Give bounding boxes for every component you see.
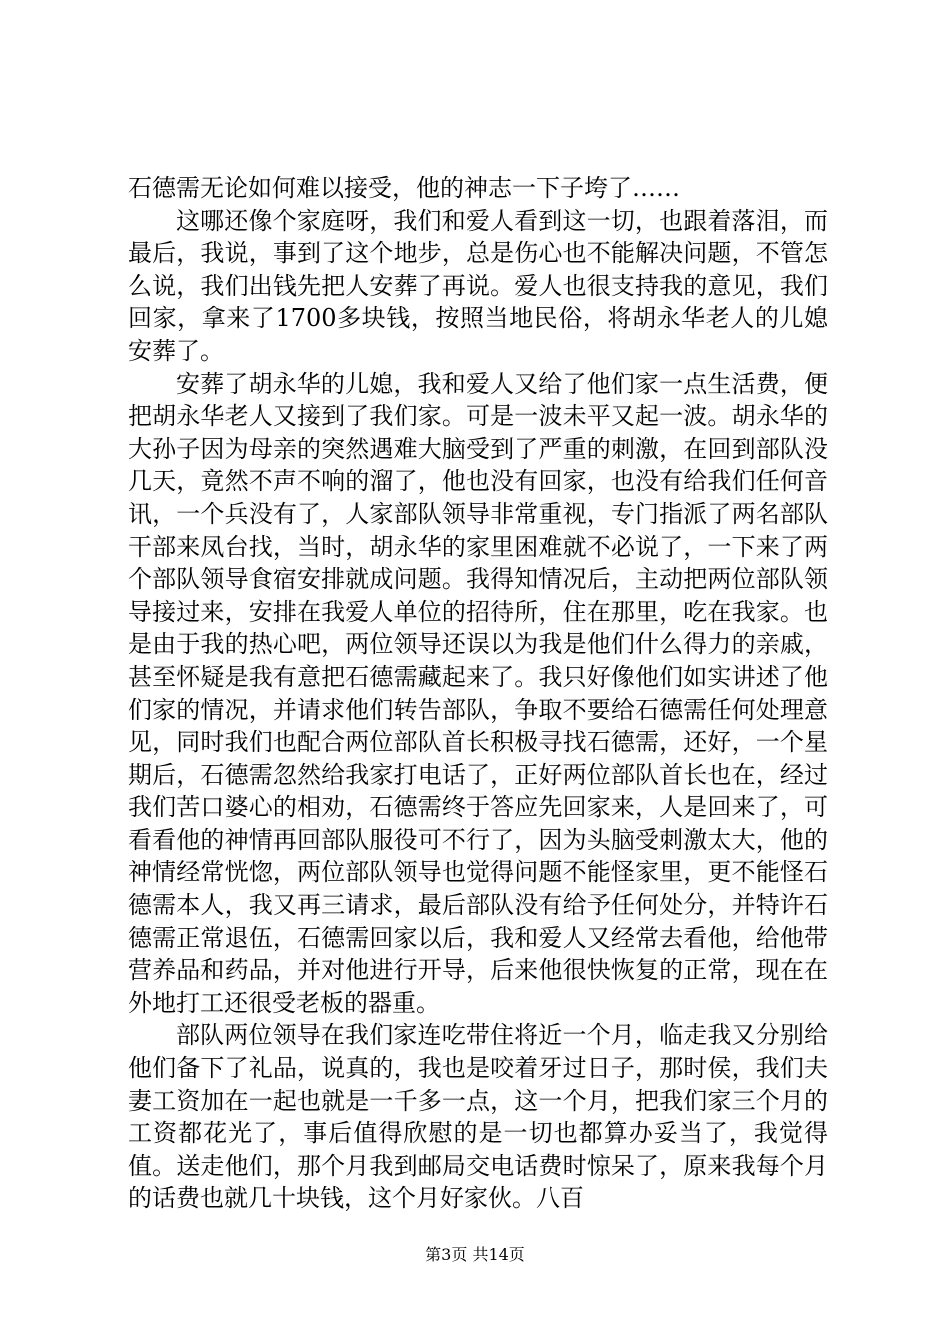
document-body [128, 172, 828, 1215]
paragraph-4: 部队两位领导在我们家连吃带住将近一个月，临走我又分别给他们备下了礼品，说真的，我也是咬着牙过日子，那时侯，我们夫妻工资加在一起也就是一千多一点，这一个月，把我们家三个月的工资都花光了，事后值得欣慰的是一切也都算办妥当了，我觉得值。送走他们，那个月我到邮局交电话费时惊呆了，原来我每个月的话费也就几十块钱，这个月好家伙。八百 [128, 1021, 828, 1213]
paragraph-2: 这哪还像个家庭呀，我们和爱人看到这一切，也跟着落泪，而最后，我说，事到了这个地步，总是伤心也不能解决问题，不管怎么说，我们出钱先把人安葬了再说。爱人也很支持我的意见，我们回家，拿来了1700多块钱，按照当地民俗，将胡永华老人的儿媳安葬了。 [128, 206, 828, 365]
page-number-footer: 第3页 共14页 [425, 1245, 525, 1264]
paragraph-1: 石德需无论如何难以接受，他的神志一下子垮了…… [128, 174, 680, 202]
paragraph-3: 安葬了胡永华的儿媳，我和爱人又给了他们家一点生活费，便把胡永华老人又接到了我们家。可是一波未平又起一波。胡永华的大孙子因为母亲的突然遇难大脑受到了严重的刺激，在回到部队没几天，竟然不声不响的溜了，他也没有回家，也没有给我们任何音讯，一个兵没有了，人家部队领导非常重视，专门指派了两名部队干部来凤台找，当时，胡永华的家里困难就不必说了，一下来了两个部队领导食宿安排就成问题。我得知情况后，主动把两位部队领导接过来，安排在我爱人单位的招待所，住在那里，吃在我家。也是由于我的热心吧，两位领导还误以为我是他们什么得力的亲戚，甚至怀疑是我有意把石德需藏起来了。我只好像他们如实讲述了他们家的情况，并请求他们转告部队，争取不要给石德需任何处理意见，同时我们也配合两位部队首长积极寻找石德需，还好，一个星期后，石德需忽然给我家打电话了，正好两位部队首长也在，经过我们苦口婆心的相劝，石德需终于答应先回家来，人是回来了，可看看他的神情再回部队服役可不行了，因为头脑受刺激太大，他的神情经常恍惚，两位部队领导也觉得问题不能怪家里，更不能怪石德需本人，我又再三请求，最后部队没有给予任何处分，并特许石德需正常退伍，石德需回家以后，我和爱人又经常去看他，给他带营养品和药品，并对他进行开导，后来他很快恢复的正常，现在在外地打工还很受老板的器重。 [128, 369, 828, 1017]
